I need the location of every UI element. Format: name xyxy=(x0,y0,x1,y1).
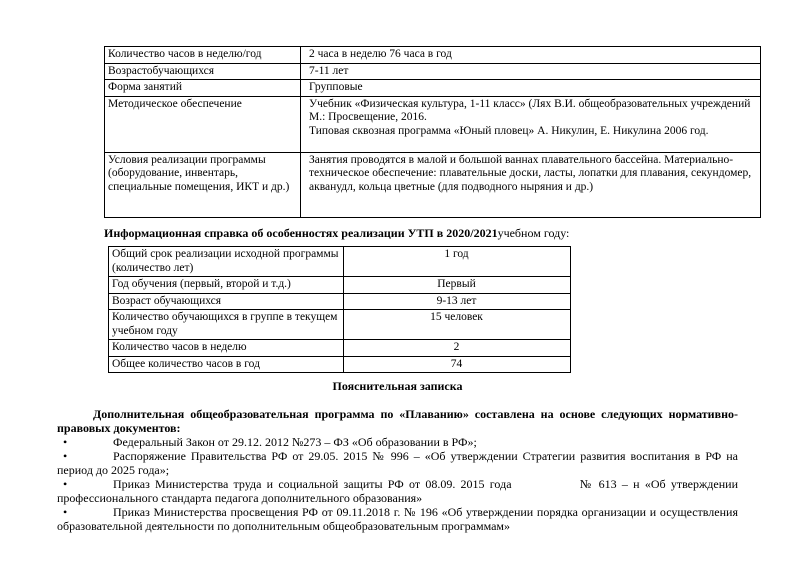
row-label: Количество обучающихся в группе в текущем учебном году xyxy=(109,310,344,340)
row-value: 7-11 лет xyxy=(301,63,761,80)
bullet-icon: • xyxy=(63,505,68,519)
row-value: Первый xyxy=(344,277,571,294)
table-row xyxy=(109,293,571,310)
bullet-icon: • xyxy=(63,477,68,491)
program-summary-table xyxy=(104,46,761,218)
row-label: Общий срок реализации исходной программы (количество лет) xyxy=(109,247,344,277)
row-label: Возрастобучающихся xyxy=(105,63,301,80)
bullet-icon: • xyxy=(63,449,68,463)
table-row xyxy=(109,356,571,373)
row-value: 74 xyxy=(344,356,571,373)
body-text xyxy=(57,407,738,533)
list-item-text: Приказ Министерства просвещения РФ от 09.11.2018 г. № 196 «Об утверждении порядка организации и осуществления образовательной деятельности по дополнительным общеобразовательным программам» xyxy=(57,505,738,533)
row-value: Групповые xyxy=(301,80,761,97)
row-value: 15 человек xyxy=(344,310,571,340)
table-row xyxy=(109,340,571,357)
list-item xyxy=(57,477,738,505)
table-row xyxy=(109,247,571,277)
row-value: 2 часа в неделю 76 часа в год xyxy=(301,47,761,64)
row-value: 2 xyxy=(344,340,571,357)
bullet-icon: • xyxy=(63,435,68,449)
table-row xyxy=(105,96,761,152)
row-label: Форма занятий xyxy=(105,80,301,97)
row-value: 9-13 лет xyxy=(344,293,571,310)
list-item xyxy=(57,505,738,533)
row-value: Занятия проводятся в малой и большой ваннах плавательного бассейна. Материально-техническое обеспечение: плавательные доски, ласты, лопатки для плавания, секундомер, акванудл, кольца цветные (для подводного ныряния и др.) xyxy=(301,152,761,217)
row-label: Возраст обучающихся xyxy=(109,293,344,310)
info-heading-normal-text: учебном году: xyxy=(497,226,570,240)
table-row xyxy=(105,47,761,64)
table-row xyxy=(105,80,761,97)
list-item-text: Приказ Министерства труда и социальной защиты РФ от 08.09. 2015 года № 613 – н «Об утверждении профессионального стандарта педагога дополнительного образования» xyxy=(57,477,738,505)
list-item xyxy=(57,435,738,449)
row-label: Количество часов в неделю/год xyxy=(105,47,301,64)
row-label: Условия реализации программы (оборудование, инвентарь, специальные помещения, ИКТ и др.) xyxy=(105,152,301,217)
section-title: Пояснительная записка xyxy=(332,379,463,393)
info-heading-bold-text: Информационная справка об особенностях реализации УТП в 2020/2021 xyxy=(104,226,498,240)
utp-info-table xyxy=(108,246,571,373)
row-label: Год обучения (первый, второй и т.д.) xyxy=(109,277,344,294)
list-item-text: Распоряжение Правительства РФ от 29.05. 2015 № 996 – «Об утверждении Стратегии развития воспитания в РФ на период до 2025 года»; xyxy=(57,449,738,477)
row-value: Учебник «Физическая культура, 1-11 класс» (Лях В.И. общеобразовательных учреждений М.: Просвещение, 2016. Типовая сквозная программа «Юный пловец» А. Никулин, Е. Никулина 2006 год. xyxy=(301,96,761,152)
intro-paragraph: Дополнительная общеобразовательная программа по «Плаванию» составлена на основе следующих нормативно-правовых документов: xyxy=(57,407,738,435)
table-row xyxy=(109,277,571,294)
row-label: Количество часов в неделю xyxy=(109,340,344,357)
table-row xyxy=(105,63,761,80)
info-section-heading xyxy=(104,226,569,240)
table-row xyxy=(105,152,761,217)
list-item-text: Федеральный Закон от 29.12. 2012 №273 – ФЗ «Об образовании в РФ»; xyxy=(113,435,477,449)
list-item xyxy=(57,449,738,477)
row-label: Методическое обеспечение xyxy=(105,96,301,152)
row-label: Общее количество часов в год xyxy=(109,356,344,373)
table-row xyxy=(109,310,571,340)
row-value: 1 год xyxy=(344,247,571,277)
